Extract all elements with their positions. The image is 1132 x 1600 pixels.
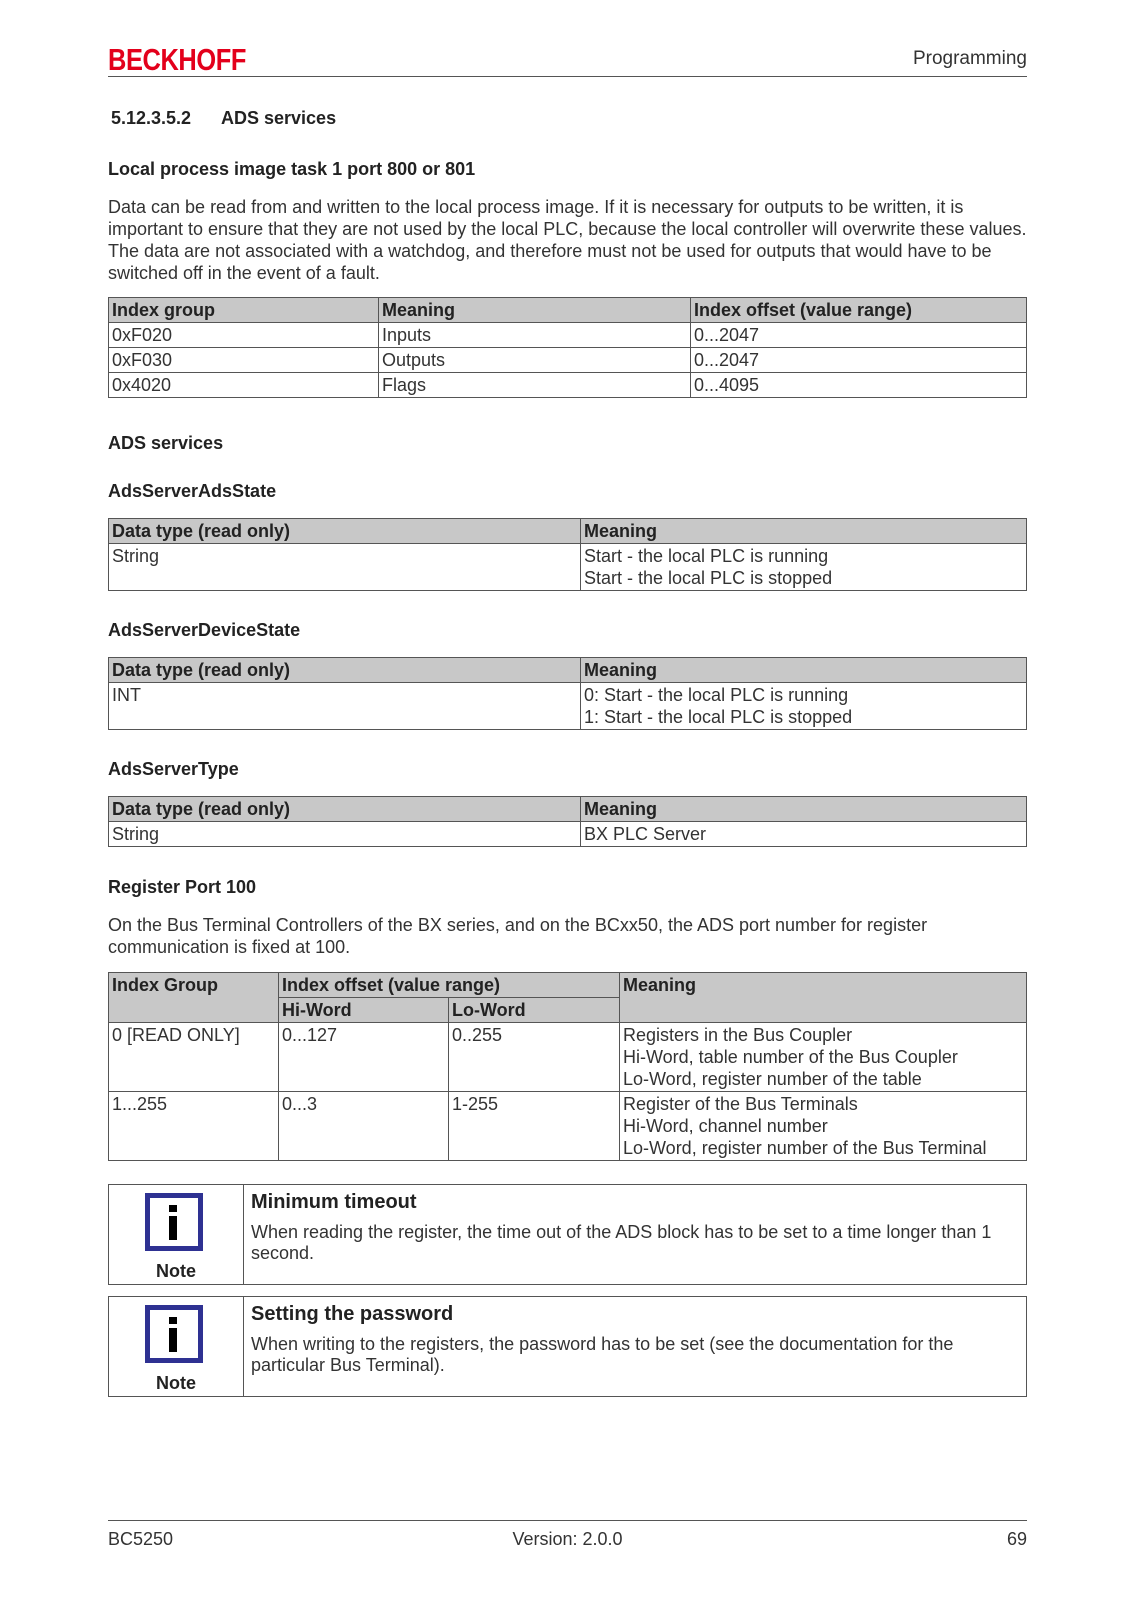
note-icon-cell <box>109 1185 244 1284</box>
table-cell: String <box>109 544 581 591</box>
table-cell: 0...2047 <box>691 348 1027 373</box>
meaning-line: Lo-Word, register number of the Bus Terminal <box>623 1138 987 1158</box>
column-header: Meaning <box>620 973 1027 1023</box>
header-section-title: Programming <box>912 48 1027 69</box>
table-cell <box>581 683 1027 730</box>
ads-type-heading: AdsServerType <box>108 759 239 779</box>
table-header-row <box>109 797 1027 822</box>
register-heading: Register Port 100 <box>108 877 257 897</box>
note-title: Setting the password <box>251 1303 454 1325</box>
note-content <box>251 1191 1018 1264</box>
column-header: Meaning <box>581 797 1027 822</box>
local-process-image-table <box>108 297 1027 398</box>
column-header: Index offset (value range) <box>691 298 1027 323</box>
table-row <box>109 822 1027 847</box>
table-cell: 1-255 <box>449 1092 620 1161</box>
table-row <box>109 1092 1027 1161</box>
note-label: Note <box>156 1261 196 1281</box>
table-cell: 1...255 <box>109 1092 279 1161</box>
table-row <box>109 1023 1027 1092</box>
note-content <box>251 1303 1018 1376</box>
table-cell: BX PLC Server <box>581 822 1027 847</box>
meaning-line: Lo-Word, register number of the table <box>623 1069 922 1089</box>
page-header <box>108 40 1027 77</box>
ads-device-heading: AdsServerDeviceState <box>108 620 301 640</box>
table-header-row <box>109 973 1027 998</box>
register-paragraph: On the Bus Terminal Controllers of the BX series, and on the BCxx50, the ADS port number for register communication is fixed at 100. <box>108 915 928 957</box>
beckhoff-logo: BECKHOFF <box>108 42 246 77</box>
column-header: Meaning <box>581 658 1027 683</box>
table-cell: 0xF030 <box>109 348 379 373</box>
table-cell: 0...3 <box>279 1092 449 1161</box>
register-table-wrap <box>108 972 1027 1161</box>
table-cell: 0...2047 <box>691 323 1027 348</box>
meaning-line: Hi-Word, channel number <box>623 1116 828 1136</box>
column-header: Data type (read only) <box>109 658 581 683</box>
section-number: 5.12.3.5.2 <box>111 108 192 128</box>
table-cell: 0...4095 <box>691 373 1027 398</box>
table-cell <box>620 1023 1027 1092</box>
local-paragraph: Data can be read from and written to the local process image. If it is necessary for outputs to be written, it is important to ensure that they are not used by the local PLC, because the local controller will overwrite these values. The data are not associated with a watchdog, and therefore must not be used for outputs that would have to be switched off in the event of a fault. <box>108 197 1027 283</box>
ads-device-table-wrap <box>108 657 1027 730</box>
column-header: Meaning <box>581 519 1027 544</box>
info-icon <box>145 1193 203 1251</box>
table-cell: 0x4020 <box>109 373 379 398</box>
ads-device-table <box>108 657 1027 730</box>
table-cell: 0 [READ ONLY] <box>109 1023 279 1092</box>
table-cell: Flags <box>379 373 691 398</box>
register-table <box>108 972 1027 1161</box>
ads-services-heading: ADS services <box>108 433 224 453</box>
table-row <box>109 373 1027 398</box>
table-cell: INT <box>109 683 581 730</box>
ads-state-table-wrap <box>108 518 1027 591</box>
table-row <box>109 544 1027 591</box>
note-box-timeout <box>108 1184 1027 1285</box>
table-cell: String <box>109 822 581 847</box>
table-header-row <box>109 519 1027 544</box>
table-row <box>109 348 1027 373</box>
column-header: Meaning <box>379 298 691 323</box>
table-header-row <box>109 658 1027 683</box>
footer-version: Version: 2.0.0 <box>512 1529 623 1549</box>
meaning-line: Start - the local PLC is stopped <box>584 568 833 588</box>
page-number: 69 <box>1006 1529 1027 1549</box>
note-text: When writing to the registers, the password has to be set (see the documentation for the particular Bus Terminal). <box>251 1334 954 1375</box>
ads-type-table-wrap <box>108 796 1027 847</box>
table-header-row <box>109 298 1027 323</box>
meaning-line: Start - the local PLC is running <box>584 546 829 566</box>
note-icon-cell <box>109 1297 244 1396</box>
ads-type-table <box>108 796 1027 847</box>
footer-product: BC5250 <box>108 1529 174 1549</box>
table-cell <box>620 1092 1027 1161</box>
meaning-line: 0: Start - the local PLC is running <box>584 685 849 705</box>
table-cell: Outputs <box>379 348 691 373</box>
table-cell: Inputs <box>379 323 691 348</box>
table-cell: 0...127 <box>279 1023 449 1092</box>
meaning-line: Register of the Bus Terminals <box>623 1094 858 1114</box>
meaning-line: Hi-Word, table number of the Bus Coupler <box>623 1047 958 1067</box>
ads-state-heading: AdsServerAdsState <box>108 481 277 501</box>
meaning-line: Registers in the Bus Coupler <box>623 1025 853 1045</box>
meaning-line: 1: Start - the local PLC is stopped <box>584 707 853 727</box>
table-cell: 0xF020 <box>109 323 379 348</box>
note-box-password <box>108 1296 1027 1397</box>
column-header: Data type (read only) <box>109 797 581 822</box>
note-title: Minimum timeout <box>251 1191 417 1213</box>
local-heading: Local process image task 1 port 800 or 801 <box>108 159 476 179</box>
section-title: ADS services <box>221 108 337 128</box>
info-icon <box>145 1305 203 1363</box>
page-footer <box>108 1520 1027 1549</box>
table-row <box>109 323 1027 348</box>
table-cell: 0..255 <box>449 1023 620 1092</box>
column-header: Hi-Word <box>279 998 449 1023</box>
column-header: Lo-Word <box>449 998 620 1023</box>
column-header: Index Group <box>109 973 279 1023</box>
note-label: Note <box>156 1373 196 1393</box>
table-row <box>109 683 1027 730</box>
section-heading <box>108 108 1027 129</box>
note-text: When reading the register, the time out of the ADS block has to be set to a time longer than 1 second. <box>251 1222 992 1263</box>
column-header: Data type (read only) <box>109 519 581 544</box>
column-header: Index offset (value range) <box>279 973 620 998</box>
ads-state-table <box>108 518 1027 591</box>
local-table-wrap <box>108 297 1027 398</box>
column-header: Index group <box>109 298 379 323</box>
table-cell <box>581 544 1027 591</box>
